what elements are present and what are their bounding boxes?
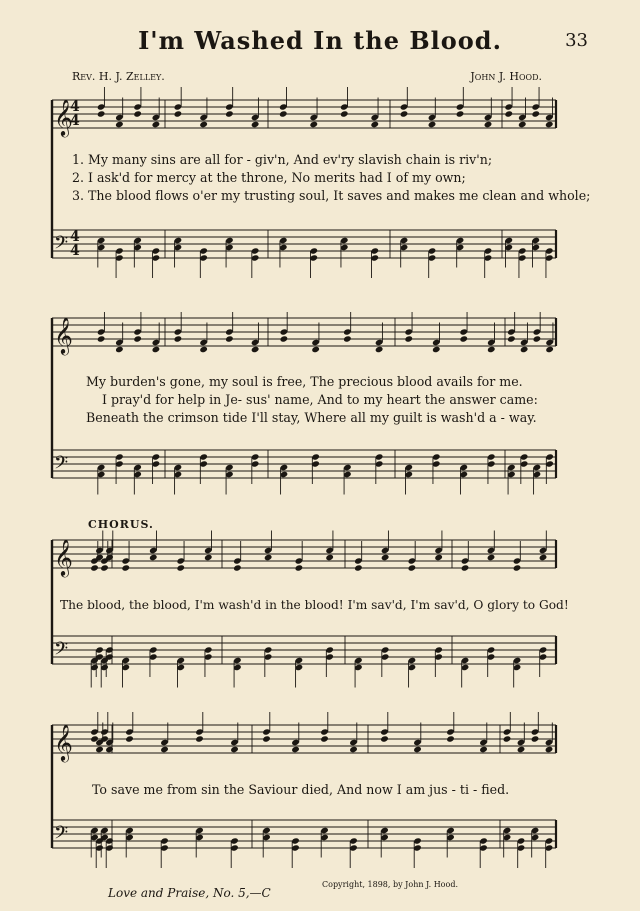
note-head — [404, 335, 413, 342]
note-head — [456, 110, 465, 117]
note-head — [349, 746, 358, 753]
note-head — [545, 121, 554, 128]
verse-2-line-1: 2. I ask'd for mercy at the throne, No merits had I of my own; — [72, 170, 466, 185]
note-head — [233, 564, 242, 571]
verse-3-line-1: 3. The blood flows o'er my trusting soul, It saves and makes me clean and whole; — [72, 188, 591, 203]
note-head — [517, 746, 526, 753]
note-head — [479, 746, 488, 753]
note-head — [311, 346, 320, 353]
note-head — [531, 110, 540, 117]
note-head — [280, 335, 289, 342]
note-head — [340, 110, 349, 117]
verse-1-line-1: 1. My many sins are all for - giv'n, And ev'ry slavish chain is riv'n; — [72, 152, 493, 167]
note-head — [100, 564, 109, 571]
treble-clef-icon: 𝄞 — [54, 723, 73, 761]
note-head — [309, 121, 318, 128]
note-head — [504, 110, 513, 117]
note-head — [400, 110, 409, 117]
note-head — [459, 335, 468, 342]
note-head — [230, 746, 239, 753]
author-credit: Rev. H. J. Zelley. — [72, 70, 165, 83]
note-head — [513, 564, 522, 571]
note-head — [381, 554, 390, 561]
note-head — [195, 735, 204, 742]
note-head — [413, 746, 422, 753]
composer-credit: John J. Hood. — [470, 70, 542, 83]
note-head — [152, 346, 161, 353]
note-head — [325, 554, 334, 561]
note-head — [545, 346, 554, 353]
footer-source: Love and Praise, No. 5,—C — [108, 886, 271, 900]
note-head — [199, 121, 208, 128]
note-head — [320, 735, 329, 742]
note-head — [354, 564, 363, 571]
note-head — [539, 554, 548, 561]
note-head — [133, 335, 142, 342]
note-head — [264, 554, 273, 561]
note-head — [533, 335, 542, 342]
note-head — [503, 735, 512, 742]
note-head — [199, 346, 208, 353]
chorus-line-2: To save me from sin the Saviour died, And now I am jus - ti - fied. — [92, 782, 510, 797]
note-head — [204, 554, 213, 561]
note-head — [461, 564, 470, 571]
note-head — [251, 346, 260, 353]
note-head — [133, 110, 142, 117]
note-head — [487, 554, 496, 561]
hymn-title: I'm Washed In the Blood. — [138, 26, 502, 55]
bass-clef-icon: 𝄢 — [54, 823, 69, 848]
note-head — [95, 746, 104, 753]
page-number: 33 — [565, 30, 588, 51]
note-head — [507, 335, 516, 342]
note-head — [174, 110, 183, 117]
note-head — [149, 554, 158, 561]
note-head — [487, 346, 496, 353]
chorus-line-1: The blood, the blood, I'm wash'd in the blood! I'm sav'd, I'm sav'd, O glory to God! — [60, 598, 569, 612]
note-head — [545, 746, 554, 753]
note-head — [531, 735, 540, 742]
note-head — [484, 121, 493, 128]
note-head — [160, 746, 169, 753]
note-head — [291, 746, 300, 753]
note-head — [121, 564, 130, 571]
note-head — [370, 121, 379, 128]
note-head — [90, 564, 99, 571]
treble-clef-icon: 𝄞 — [54, 98, 73, 136]
note-head — [518, 121, 527, 128]
time-signature: 4 — [70, 229, 80, 245]
note-head — [432, 346, 441, 353]
note-head — [446, 735, 455, 742]
time-signature: 4 — [70, 243, 80, 259]
note-head — [176, 564, 185, 571]
verse-2-line-2: I pray'd for help in Je- sus' name, And to my heart the answer came: — [102, 392, 538, 407]
note-head — [115, 121, 124, 128]
time-signature: 4 — [70, 99, 80, 115]
note-head — [225, 335, 234, 342]
note-head — [408, 564, 417, 571]
copyright-note: Copyright, 1898, by John J. Hood. — [322, 880, 458, 889]
verse-1-line-2: My burden's gone, my soul is free, The precious blood avails for me. — [86, 374, 523, 389]
note-head — [152, 121, 161, 128]
note-head — [380, 735, 389, 742]
note-head — [251, 121, 260, 128]
treble-clef-icon: 𝄞 — [54, 316, 73, 354]
note-head — [262, 735, 271, 742]
note-head — [174, 335, 183, 342]
verse-3-line-2: Beneath the crimson tide I'll stay, Where all my guilt is wash'd a - way. — [86, 410, 537, 425]
time-signature: 4 — [70, 113, 80, 129]
treble-clef-icon: 𝄞 — [54, 538, 73, 576]
note-head — [105, 746, 114, 753]
note-head — [97, 110, 106, 117]
bass-clef-icon: 𝄢 — [54, 453, 69, 478]
chorus-label: CHORUS. — [88, 518, 154, 531]
bass-clef-icon: 𝄢 — [54, 233, 69, 258]
note-head — [225, 110, 234, 117]
note-head — [434, 554, 443, 561]
note-head — [428, 121, 437, 128]
note-head — [279, 110, 288, 117]
note-head — [375, 346, 384, 353]
note-head — [520, 346, 529, 353]
note-head — [343, 335, 352, 342]
note-head — [97, 335, 106, 342]
note-head — [295, 564, 304, 571]
note-head — [125, 735, 134, 742]
note-head — [115, 346, 124, 353]
bass-clef-icon: 𝄢 — [54, 639, 69, 664]
